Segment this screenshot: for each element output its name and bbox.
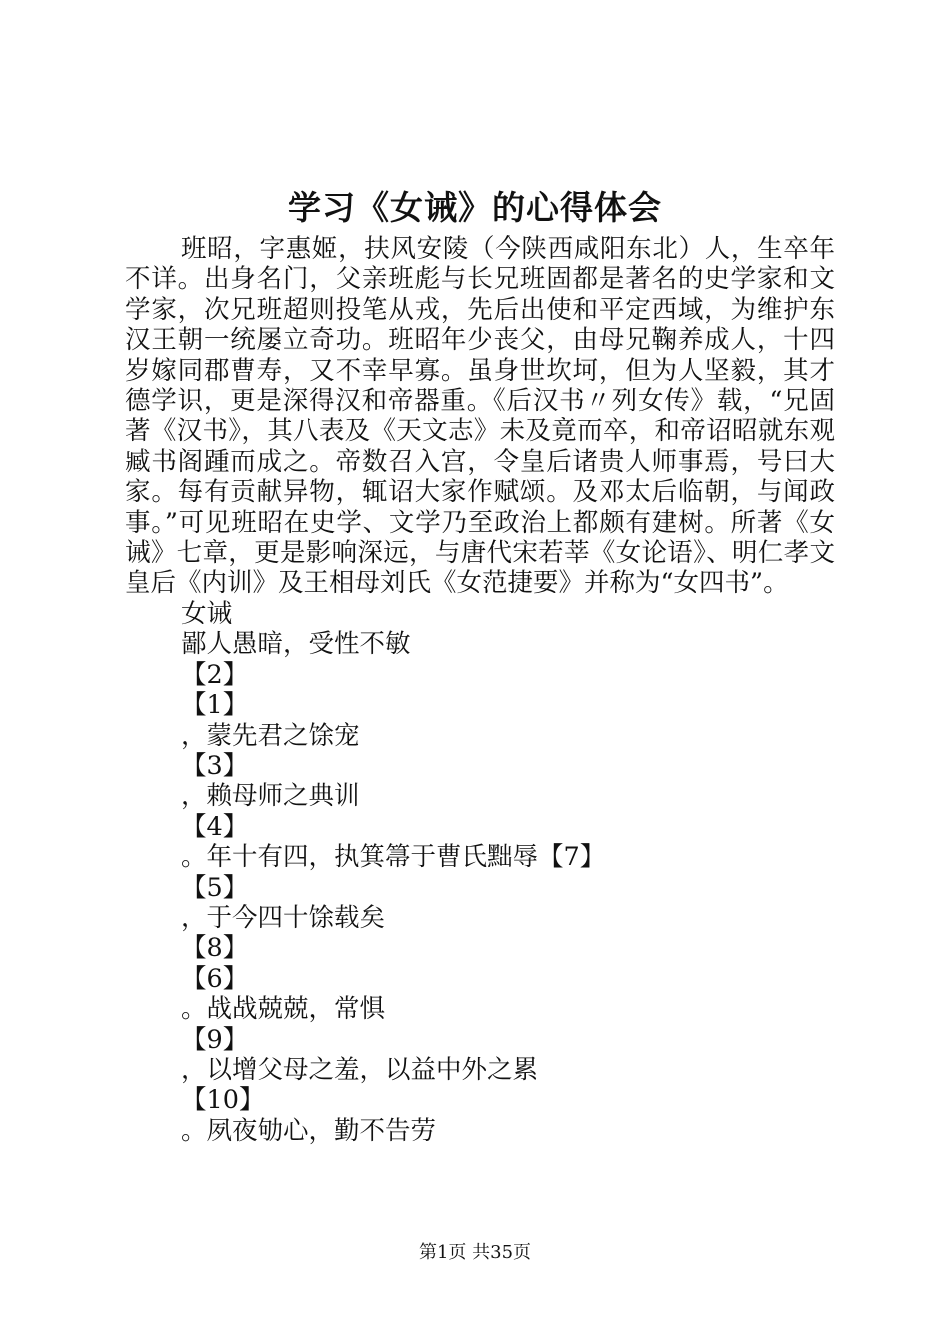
text-line: 【8】 (181, 933, 249, 964)
text-line: 【1】 (181, 690, 249, 721)
text-line: 【10】 (181, 1085, 265, 1116)
text-line: 。年十有四，执箕箒于曹氏黜辱【7】 (181, 842, 606, 873)
text-line: 。夙夜劬心，勤不告劳 (181, 1115, 437, 1146)
intro-paragraph: 班昭，字惠姬，扶风安陵（今陕西咸阳东北）人，生卒年不详。出身名门，父亲班彪与长兄班固都是著名的史学家和文学家，次兄班超则投笔从戎，先后出使和平定西域，为维护东汉王朝一统屡立奇功。班昭年少丧父，由母兄鞠养成人，十四岁嫁同郡曹寿，又不幸早寡。虽身世坎坷，但为人坚毅，其才德学识，更是深得汉和帝器重。《后汉书〃列女传》载，“兄固著《汉书》，其八表及《天文志》未及竟而卒，和帝诏昭就东观臧书阁踵而成之。帝数召入宫，令皇后诸贵人师事焉，号曰大家。每有贡献异物，辄诏大家作赋颂。及邓太后临朝，与闻政事。”可见班昭在史学、文学乃至政治上都颇有建树。所著《女诫》七章，更是影响深远，与唐代宋若莘《女论语》、明仁孝文皇后《内训》及王相母刘氏《女范捷要》并称为“女四书”。 (125, 234, 835, 599)
text-line: 。战战兢兢，常惧 (181, 994, 386, 1025)
text-line: 【2】 (181, 659, 249, 690)
text-line: ，于今四十馀载矣 (181, 902, 386, 933)
text-line: ，蒙先君之馀宠 (181, 720, 360, 751)
text-line: 【9】 (181, 1024, 249, 1055)
text-line: 【4】 (181, 811, 249, 842)
text-line: 【3】 (181, 750, 249, 781)
text-line: ，以增父母之羞，以益中外之累 (181, 1054, 539, 1085)
text-line: 鄙人愚暗，受性不敏 (181, 629, 411, 660)
text-line: 【6】 (181, 963, 249, 994)
document-title: 学习《女诫》的心得体会 (288, 188, 662, 227)
text-line: 【5】 (181, 872, 249, 903)
document-body (125, 234, 835, 1146)
text-line: ，赖母师之典训 (181, 781, 360, 812)
text-line: 女诫 (181, 598, 233, 629)
page-number-footer: 第1页 共35页 (418, 1242, 532, 1263)
